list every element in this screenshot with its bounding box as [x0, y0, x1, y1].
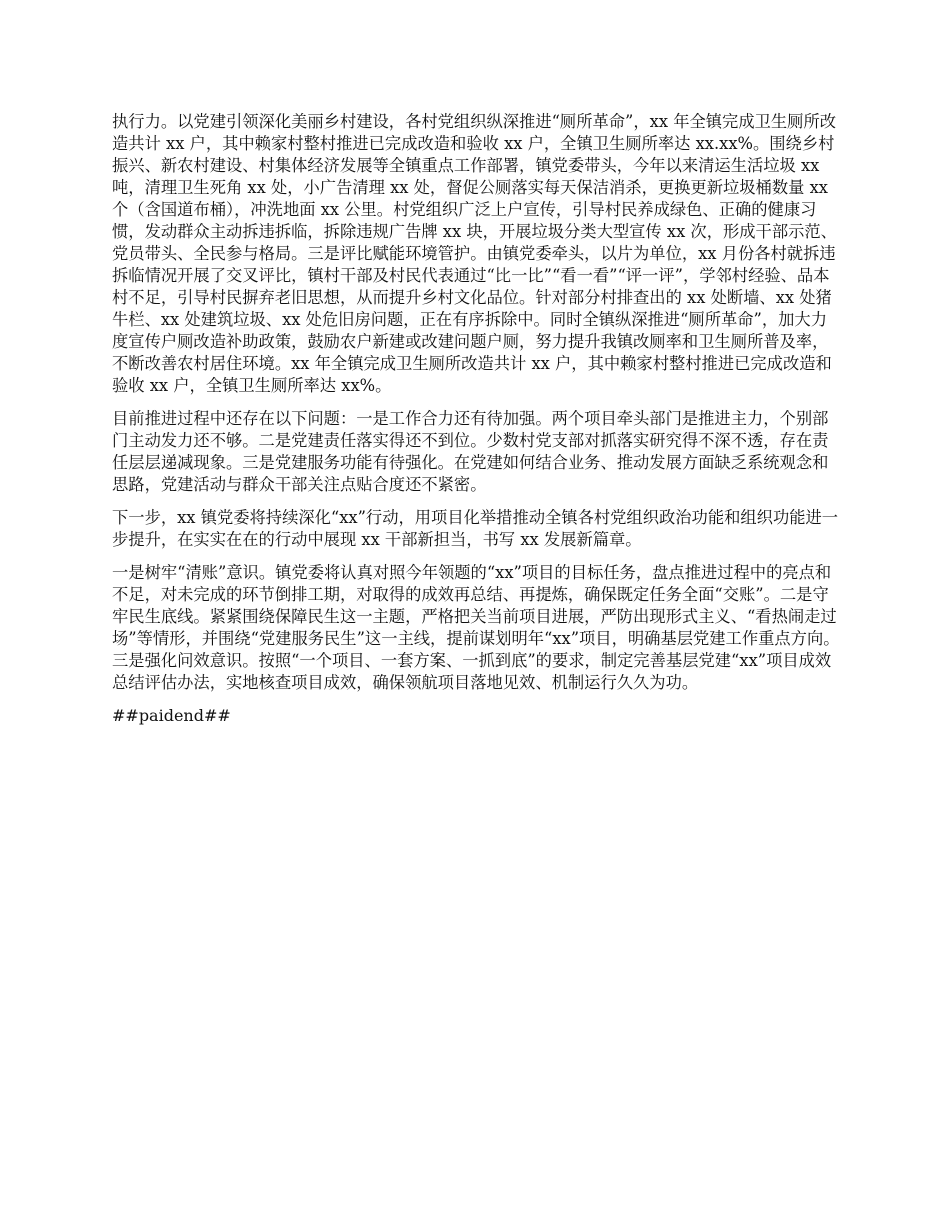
paragraph-measures: 一是树牢“清账”意识。镇党委将认真对照今年领题的“xx”项目的目标任务，盘点推进过程中的亮点和不足，对未完成的环节倒排工期，对取得的成效再总结、再提炼，确保既定任务全面“交账”。二是守牢民生底线。紧紧围绕保障民生这一主题，严格把关当前项目进展，严防出现形式主义、“看热闹走过场”等情形，并围绕“党建服务民生”这一主线，提前谋划明年“xx”项目，明确基层党建工作重点方向。三是强化问效意识。按照“一个项目、一套方案、一抓到底”的要求，制定完善基层党建“xx”项目成效总结评估办法，实地核查项目成效，确保领航项目落地见效、机制运行久久为功。	[112, 563, 840, 692]
paid-end-marker: ##paidend##	[112, 706, 231, 725]
paragraph-environment-work: 执行力。以党建引领深化美丽乡村建设，各村党组织纵深推进“厕所革命”，xx 年全镇完成卫生厕所改造共计 xx 户，其中赖家村整村推进已完成改造和验收 xx 户，全镇卫生厕所率达 xx.xx%。围绕乡村振兴、新农村建设、村集体经济发展等全镇重点工作部署，镇党委带头，今年以来清运生活垃圾 xx 吨，清理卫生死角 xx 处，小广告清理 xx 处，督促公厕落实每天保洁消杀，更换更新垃圾桶数量 xx 个（含国道布桶），冲洗地面 xx 公里。村党组织广泛上户宣传，引导村民养成绿色、正确的健康习惯，发动群众主动拆违拆临，拆除违规广告牌 xx 块，开展垃圾分类大型宣传 xx 次，形成干部示范、党员带头、全民参与格局。三是评比赋能环境管护。由镇党委牵头，以片为单位，xx 月份各村就拆违拆临情况开展了交叉评比，镇村干部及村民代表通过“比一比”“看一看”“评一评”，学邻村经验、品本村不足，引导村民摒弃老旧思想，从而提升乡村文化品位。针对部分村排查出的 xx 处断墙、xx 处猪牛栏、xx 处建筑垃圾、xx 处危旧房问题，正在有序拆除中。同时全镇纵深推进“厕所革命”，加大力度宣传户厕改造补助政策，鼓励农户新建或改建问题户厕，努力提升我镇改厕率和卫生厕所普及率，不断改善农村居住环境。xx 年全镇完成卫生厕所改造共计 xx 户，其中赖家村整村推进已完成改造和验收 xx 户，全镇卫生厕所率达 xx%。	[112, 112, 837, 395]
paragraph-next-steps: 下一步，xx 镇党委将持续深化“xx”行动，用项目化举措推动全镇各村党组织政治功能和组织功能进一步提升，在实实在在的行动中展现 xx 干部新担当，书写 xx 发展新篇章。	[112, 508, 839, 549]
document-body	[112, 111, 840, 727]
paragraph-existing-problems: 目前推进过程中还存在以下问题：一是工作合力还有待加强。两个项目牵头部门是推进主力，个别部门主动发力还不够。二是党建责任落实得还不到位。少数村党支部对抓落实研究得不深不透，存在责任层层递减现象。三是党建服务功能有待强化。在党建如何结合业务、推动发展方面缺乏系统观念和思路，党建活动与群众干部关注点贴合度还不紧密。	[112, 409, 829, 494]
